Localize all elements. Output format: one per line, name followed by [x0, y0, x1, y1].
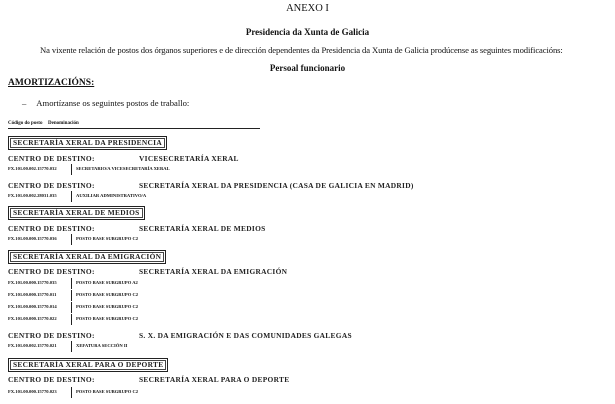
document-subtitle: Presidencia da Xunta de Galicia [245, 27, 370, 37]
post-code: FX.101.00.002.15770.032 [8, 166, 57, 171]
row-divider [71, 314, 72, 325]
section-title-presidencia: SECRETARÍA XERAL DA PRESIDENCIA [8, 136, 167, 150]
row-divider [71, 278, 72, 289]
bullet-item [22, 98, 189, 108]
post-code: FX.101.00.000.15770.023 [8, 389, 57, 394]
centro-label: CENTRO DE DESTINO: [8, 154, 95, 163]
bullet-text: Amortízanse os seguintes postos de traballo: [36, 98, 190, 108]
post-code: FX.101.00.000.15770.011 [8, 292, 57, 297]
row-divider [71, 234, 72, 245]
centro-name: SECRETARÍA XERAL DA PRESIDENCIA (CASA DE GALICIA EN MADRID) [139, 181, 414, 190]
centro-label: CENTRO DE DESTINO: [8, 224, 95, 233]
intro-paragraph: Na vixente relación de postos dos órganos superiores e de dirección dependentes da Presidencia da Xunta de Galicia prodúcense as seguintes modificacións: [40, 45, 563, 55]
amortizations-heading: AMORTIZACIÓNS: [8, 78, 95, 88]
row-divider [71, 191, 72, 202]
centro-label: CENTRO DE DESTINO: [8, 375, 95, 384]
post-code: FX.101.00.000.15770.036 [8, 236, 57, 241]
centro-name: SECRETARÍA XERAL DE MEDIOS [139, 224, 266, 233]
post-code: FX.101.00.002.28031.035 [8, 193, 57, 198]
post-name: POSTO BASE SUBGRUPO C2 [76, 316, 139, 321]
row-divider [71, 341, 72, 352]
annex-title: ANEXO I [286, 3, 329, 14]
section-title-deporte: SECRETARÍA XERAL PARA O DEPORTE [8, 358, 168, 372]
post-name: POSTO BASE SUBGRUPO C2 [76, 292, 139, 297]
row-divider [71, 164, 72, 175]
post-name: SECRETARIO/A VICESECRETARÍA XERAL [76, 166, 170, 171]
centro-name: SECRETARÍA XERAL PARA O DEPORTE [139, 375, 290, 384]
column-header-code: Código do posto [8, 121, 43, 126]
post-code: FX.101.00.000.15770.035 [8, 280, 57, 285]
post-code: FX.101.00.002.15770.021 [8, 343, 57, 348]
post-name: POSTO BASE SUBGRUPO C2 [76, 389, 139, 394]
centro-label: CENTRO DE DESTINO: [8, 331, 95, 340]
personnel-heading: Persoal funcionario [269, 63, 346, 73]
post-code: FX.101.00.000.15770.014 [8, 304, 57, 309]
post-name: POSTO BASE SUBGRUPO C2 [76, 304, 139, 309]
centro-label: CENTRO DE DESTINO: [8, 181, 95, 190]
bullet-dash: – [22, 98, 27, 108]
row-divider [71, 387, 72, 398]
centro-name: S. X. DA EMIGRACIÓN E DAS COMUNIDADES GALEGAS [139, 331, 352, 340]
post-name: AUXILIAR ADMINISTRATIVO/A [76, 193, 147, 198]
row-divider [71, 290, 72, 301]
post-code: FX.101.00.000.15770.022 [8, 316, 57, 321]
section-title-medios: SECRETARÍA XERAL DE MEDIOS [8, 206, 145, 220]
section-title-emigracion: SECRETARÍA XERAL DA EMIGRACIÓN [8, 250, 166, 264]
column-header-name: Denominación [48, 121, 79, 126]
row-divider [71, 302, 72, 313]
centro-label: CENTRO DE DESTINO: [8, 267, 95, 276]
post-name: POSTO BASE SUBGRUPO C2 [76, 236, 139, 241]
post-name: POSTO BASE SUBGRUPO A2 [76, 280, 138, 285]
centro-name: SECRETARÍA XERAL DA EMIGRACIÓN [139, 267, 288, 276]
post-name: XEFATURA SECCIÓN II [76, 343, 128, 348]
centro-name: VICESECRETARÍA XERAL [139, 154, 239, 163]
column-header-rule [8, 128, 260, 129]
